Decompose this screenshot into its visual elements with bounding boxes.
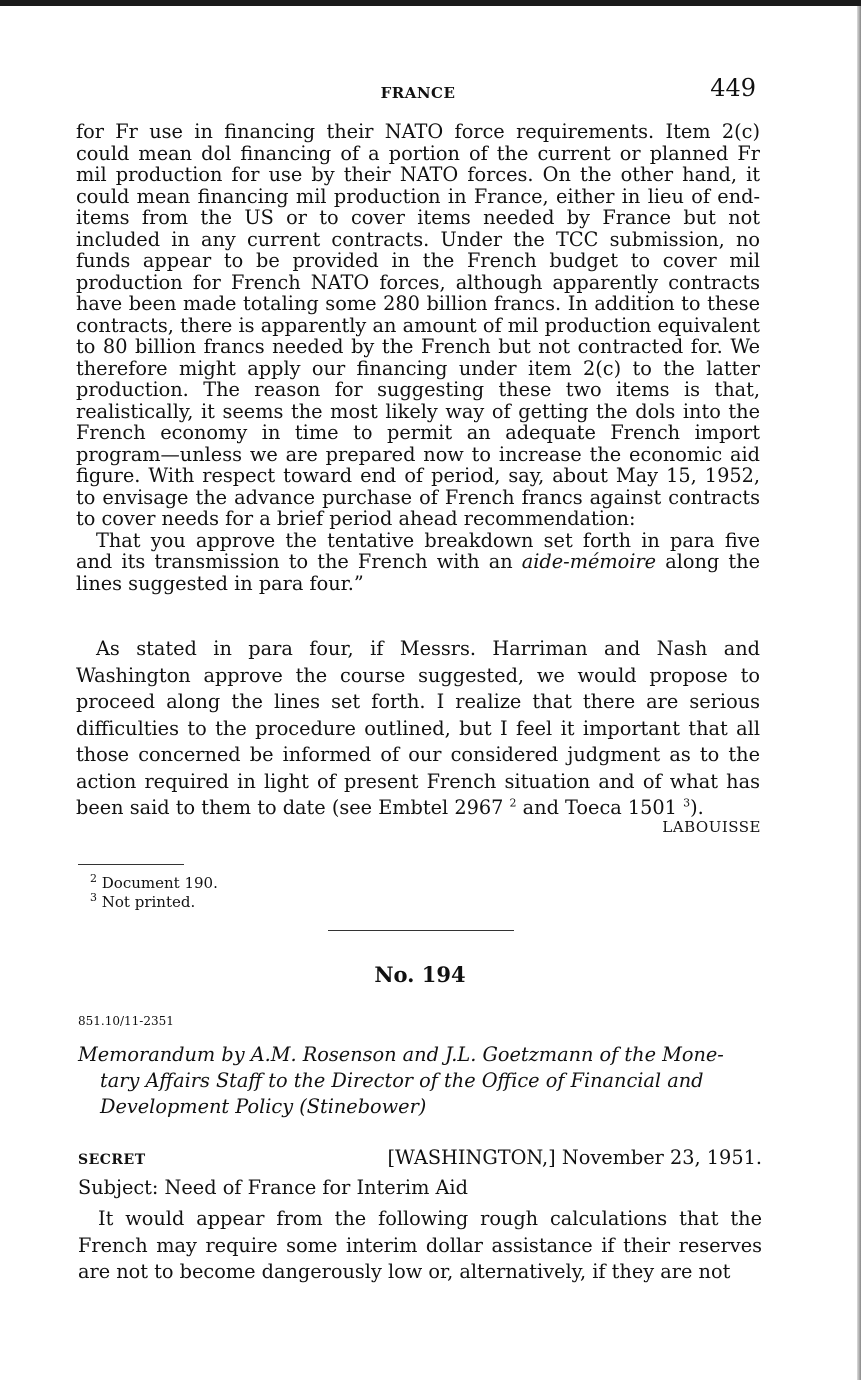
- signature: LABOUISSE: [662, 818, 761, 836]
- page-right-edge: [857, 6, 861, 1380]
- memo-date: [WASHINGTON,] November 23, 1951.: [387, 1146, 762, 1169]
- quoted-telegram: [76, 121, 760, 594]
- section-divider: [328, 930, 514, 931]
- page-number: 449: [710, 74, 756, 102]
- document-number: No. 194: [374, 962, 466, 987]
- memo-title: Memorandum by A.M. Rosenson and J.L. Goetzmann of the Mone- tary Affairs Staff to the Director of the Office of Financial and Development Policy (Stinebower): [78, 1043, 724, 1118]
- body-paragraph: As stated in para four, if Messrs. Harriman and Nash and Washington approve the course suggested, we would propose to proceed along the lines set forth. I realize that there are serious difficulties to the procedure outlined, but I feel it important that all those concerned be informed of our considered judgment as to the action required in light of present French situation and of what has been said to them to date (see Embtel 2967 $^2$ and Toeca 1501 $^3$).: [76, 637, 760, 819]
- footnote-3: $^3$ Not printed.: [90, 891, 196, 911]
- memo-subject: Subject: Need of France for Interim Aid: [78, 1176, 468, 1199]
- page-top-edge: [0, 0, 861, 6]
- memo-opening-paragraph: It would appear from the following rough calculations that the French may require some interim dollar assistance if their reserves are not to become dangerously low or, alternatively, if they are not: [78, 1207, 762, 1283]
- file-reference: 851.10/11-2351: [78, 1014, 174, 1028]
- running-head: FRANCE: [380, 84, 456, 102]
- quote-paragraph-1: for Fr use in financing their NATO force requirements. Item 2(c) could mean dol financing of a portion of the current or planned Fr mil production for use by their NATO forces. On the other hand, it could mean financing mil production in France, either in lieu of end-items from the US or to cover items needed by France but not included in any current contracts. Under the TCC submission, no funds appear to be provided in the French budget to cover mil production for French NATO forces, although apparently contracts have been made totaling some 280 billion francs. In addition to these contracts, there is apparently an amount of mil production equivalent to 80 billion francs needed by the French but not contracted for. We therefore might apply our financing under item 2(c) to the latter production. The reason for suggesting these two items is that, realistically, it seems the most likely way of getting the dols into the French economy in time to permit an adequate French import program—unless we are prepared now to increase the economic aid figure. With respect toward end of period, say, about May 15, 1952, to envisage the advance purchase of French francs against contracts to cover needs for a brief period ahead recommendation:: [76, 120, 760, 530]
- quote-paragraph-2: That you approve the tentative breakdown set forth in para five and its transmission to the French with an aide-mémoire along the lines suggested in para four.”: [76, 528, 760, 595]
- dateline: [78, 1146, 762, 1172]
- footnote-ref-2: 2: [509, 796, 517, 810]
- footnote-ref-3: 3: [683, 796, 691, 810]
- classification-label: SECRET: [78, 1152, 146, 1168]
- page-header: [76, 72, 760, 104]
- footnote-2: $^2$ Document 190.: [90, 872, 218, 892]
- footnotes: [90, 874, 218, 912]
- footnote-rule: [78, 864, 184, 865]
- aide-memoire-term: aide-mémoire: [521, 550, 657, 573]
